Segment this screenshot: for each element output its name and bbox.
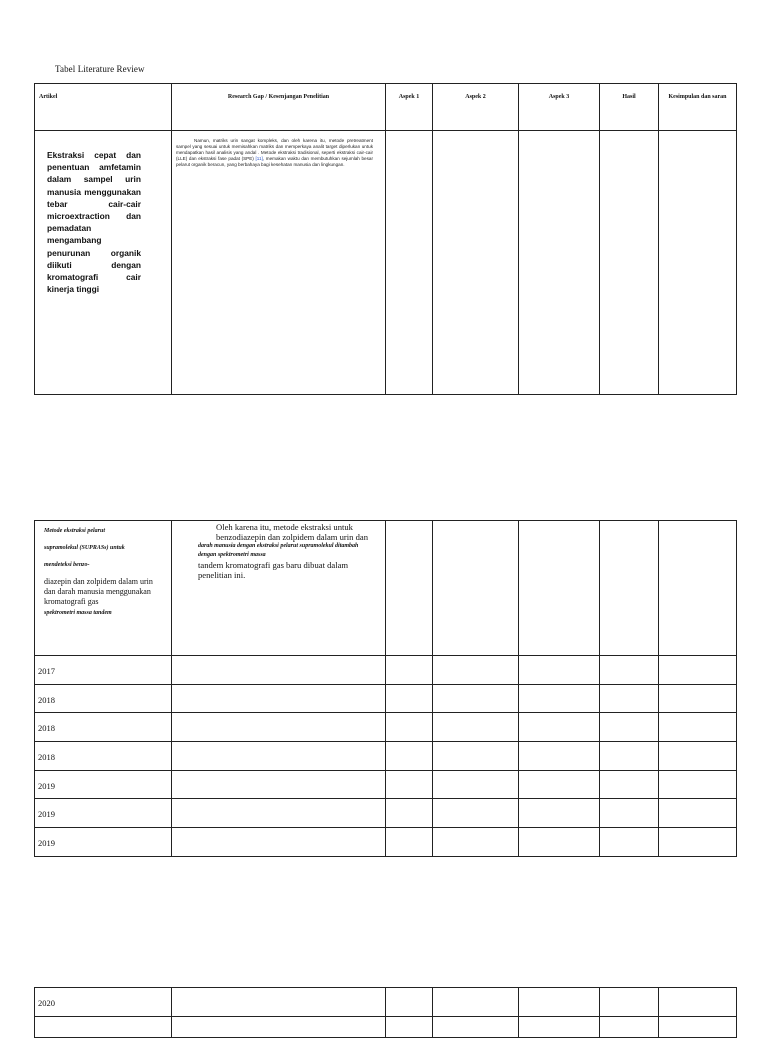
aspek-3-cell bbox=[519, 131, 600, 395]
aspek-1-cell bbox=[386, 521, 433, 656]
header-aspek-1: Aspek 1 bbox=[386, 84, 433, 131]
article-line: mendeteksi benzo- bbox=[44, 562, 90, 568]
year-label: 2019 bbox=[38, 780, 55, 791]
research-gap-cell bbox=[172, 131, 386, 395]
table-row bbox=[35, 713, 737, 742]
header-research-gap: Research Gap / Kesenjangan Penelitian bbox=[172, 84, 386, 131]
table-row bbox=[35, 684, 737, 713]
aspek-2-cell bbox=[433, 131, 519, 395]
citation-link[interactable]: [11] bbox=[255, 156, 263, 161]
literature-table-1 bbox=[34, 83, 737, 395]
table-row bbox=[35, 770, 737, 799]
table-row bbox=[35, 521, 737, 656]
gap-text-tail: , memakan waktu dan membutuhkan sejumlah besar pelarut organik beracun, yang berbahaya bagi kesehatan manusia dan lingkungan. bbox=[176, 156, 373, 167]
header-artikel: Artikel bbox=[35, 84, 172, 131]
table-row bbox=[35, 131, 737, 395]
article-line: Metode ekstraksi pelarut bbox=[44, 528, 105, 534]
article-line: diazepin dan zolpidem dalam urin dan darah manusia menggunakan kromatografi gas bbox=[44, 577, 153, 606]
article-title bbox=[35, 521, 171, 618]
article-line: supramolekul (SUPRASs) untuk bbox=[44, 545, 125, 551]
year-label: 2018 bbox=[38, 694, 55, 705]
header-aspek-3: Aspek 3 bbox=[519, 84, 600, 131]
article-cell bbox=[35, 131, 172, 395]
hasil-cell bbox=[600, 521, 659, 656]
year-cell bbox=[35, 988, 172, 1017]
year-label: 2019 bbox=[38, 809, 55, 820]
year-label: 2020 bbox=[38, 998, 55, 1008]
year-label: 2018 bbox=[38, 752, 55, 763]
table-row bbox=[35, 742, 737, 771]
gap-line: darah manusia dengan ekstraksi pelarut supramolekul ditambah dengan spektrometri massa bbox=[198, 543, 359, 558]
article-cell bbox=[35, 521, 172, 656]
article-line: spektrometri massa tandem bbox=[44, 610, 112, 616]
aspek-2-cell bbox=[433, 521, 519, 656]
year-label: 2017 bbox=[38, 666, 55, 676]
table-row bbox=[35, 1017, 737, 1038]
year-cell bbox=[35, 799, 172, 828]
header-hasil: Hasil bbox=[600, 84, 659, 131]
year-cell bbox=[35, 770, 172, 799]
table-row bbox=[35, 799, 737, 828]
literature-table-2 bbox=[34, 520, 737, 857]
gap-line: tandem kromatografi gas baru dibuat dalam penelitian ini. bbox=[198, 560, 349, 580]
year-cell bbox=[35, 828, 172, 857]
year-cell bbox=[35, 656, 172, 685]
table-row bbox=[35, 828, 737, 857]
year-cell bbox=[35, 742, 172, 771]
hasil-cell bbox=[600, 131, 659, 395]
aspek-1-cell bbox=[386, 131, 433, 395]
header-kesimpulan: Kesimpulan dan saran bbox=[659, 84, 737, 131]
aspek-3-cell bbox=[519, 521, 600, 656]
literature-table-3 bbox=[34, 987, 737, 1038]
kesimpulan-cell bbox=[659, 131, 737, 395]
research-gap-text bbox=[172, 521, 385, 580]
gap-text: Namun, matriks urin sangat kompleks, dan oleh karena itu, metode pretreatment sampel yang sesuai untuk memisahkan matriks dan memperkaya analit target diperlukan untuk mendapatkan hasil analisis yang andal . Metode ekstraksi tradisional, seperti ekstraksi cair-cair (LLE) dan ekstraksi fase padat (SPE) bbox=[176, 138, 373, 161]
table-row bbox=[35, 988, 737, 1017]
research-gap-text bbox=[172, 131, 385, 168]
year-cell bbox=[35, 713, 172, 742]
research-gap-cell bbox=[172, 521, 386, 656]
article-title: Ekstraksi cepat dan penentuan amfetamin dalam sampel urin manusia menggunakan tebar cair-cair microextraction dan pemadatan mengambang penurunan organik diikuti dengan kromatografi cair kinerja tinggi bbox=[47, 150, 141, 295]
table-row bbox=[35, 656, 737, 685]
header-row bbox=[35, 84, 737, 131]
year-cell bbox=[35, 684, 172, 713]
year-label: 2018 bbox=[38, 723, 55, 734]
header-aspek-2: Aspek 2 bbox=[433, 84, 519, 131]
year-label: 2019 bbox=[38, 838, 55, 849]
kesimpulan-cell bbox=[659, 521, 737, 656]
gap-line: Oleh karena itu, metode ekstraksi untuk benzodiazepin dan zolpidem dalam urin dan bbox=[216, 522, 369, 542]
page-title: Tabel Literature Review bbox=[55, 64, 145, 74]
